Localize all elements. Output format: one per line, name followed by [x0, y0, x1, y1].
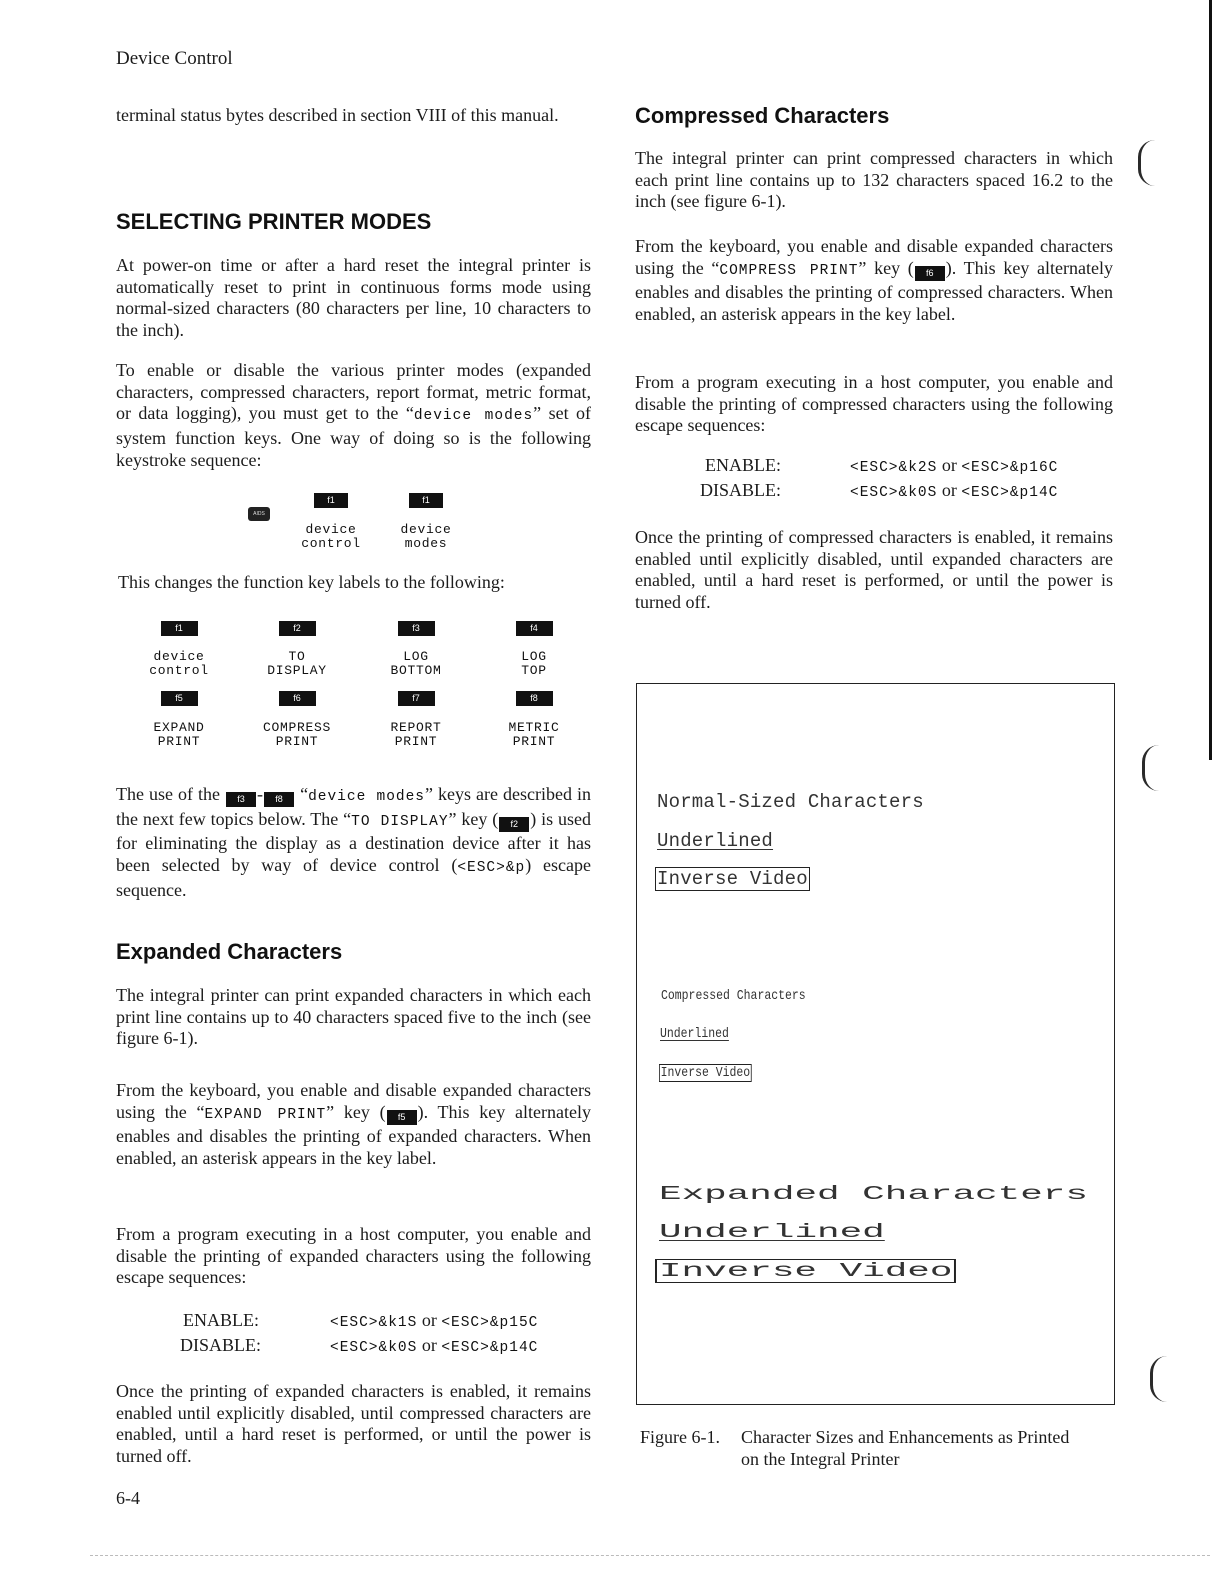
function-key-f5 [124, 691, 234, 749]
inline-key-f5: f5 [387, 1110, 417, 1125]
code-device-modes: device modes [413, 408, 534, 425]
escape-code: <ESC>&k0S [850, 485, 938, 501]
key-label-line: PRINT [157, 734, 201, 749]
paragraph-expanded-intro: The integral printer can print expanded characters in which each print line contains up to 40 characters spaced five to the inch (see figure 6-1). [116, 985, 591, 1049]
figure-normal-title: Normal-Sized Characters [657, 791, 924, 813]
key-label [361, 650, 471, 678]
expanded-enable-codes [330, 1309, 538, 1334]
escape-code: <ESC>&p16C [961, 460, 1059, 476]
key-label-line: PRINT [512, 734, 556, 749]
compressed-disable-codes [850, 479, 1058, 504]
function-key-cap: f8 [516, 691, 553, 706]
function-key-f2 [242, 621, 352, 678]
key-label [276, 523, 386, 551]
text-segment: - [257, 784, 264, 804]
expanded-disable-codes [330, 1334, 538, 1359]
paragraph-compressed-intro: The integral printer can print compressed characters in which each print line contains up to 132 characters spaced 16.2 to the inch (see figure 6-1). [635, 148, 1113, 212]
escape-code: <ESC>&p14C [441, 1340, 539, 1356]
text-segment: ” key ( [858, 257, 914, 278]
inline-key-f6: f6 [915, 266, 945, 281]
text-segment: “ [295, 784, 309, 804]
paragraph-power-on: At power-on time or after a hard reset the integral printer is automatically reset to print in continuous forms mode using normal-sized characters (80 characters per line, 10 characters to the inch). [116, 255, 591, 341]
key-label [242, 721, 352, 749]
function-key-cap: f6 [279, 691, 316, 706]
text-segment: From the keyboard, you enable and disable expanded characters using the “ [635, 236, 1113, 278]
key-label-line: device [305, 522, 357, 537]
sequence-key-device-control [276, 493, 386, 551]
function-key-f7 [361, 691, 471, 749]
text-segment: or [421, 1310, 437, 1330]
text-segment: ” set of system function keys. One way of doing so is the following keystroke sequence: [116, 403, 591, 470]
escape-code: <ESC>&k0S [330, 1340, 418, 1356]
figure-caption-number: Figure 6-1. [640, 1427, 720, 1447]
key-label-line: EXPAND [153, 720, 205, 735]
key-label-line: LOG [521, 649, 547, 664]
text-segment: ” key ( [326, 1101, 386, 1122]
figure-normal-inverse [655, 867, 810, 891]
scan-bottom-edge [90, 1555, 1210, 1556]
key-label-line: modes [404, 536, 448, 551]
function-key-cap: f1 [409, 493, 443, 508]
inline-key-f2: f2 [499, 817, 529, 832]
text-segment: ). This key alternately enables and disables the printing of expanded characters. When enabled, an asterisk appears in the key label. [116, 1101, 591, 1169]
paragraph-expanded-program: From a program executing in a host computer, you enable and disable the printing of expanded characters using the following escape sequences: [116, 1224, 591, 1288]
text-segment: or [941, 480, 957, 500]
code-esc-p: <ESC>&p [457, 860, 526, 877]
binder-hole-mark-bottom [1150, 1356, 1167, 1402]
heading-expanded-characters: Expanded Characters [116, 939, 343, 964]
key-label-line: device [153, 649, 205, 664]
page-number: 6-4 [116, 1488, 140, 1508]
escape-code: <ESC>&k1S [330, 1315, 418, 1331]
inverse-video-sample: Inverse Video [660, 1065, 751, 1081]
figure-normal-underlined: Underlined [657, 830, 774, 852]
aids-key: AIDS [248, 507, 270, 521]
figure-caption-line-1: Character Sizes and Enhancements as Printed [741, 1427, 1070, 1447]
key-label [124, 721, 234, 749]
function-key-f8 [479, 691, 589, 749]
key-label [124, 650, 234, 678]
figure-compressed-underlined: Underlined [660, 1026, 729, 1042]
text-segment: ) escape sequence. [116, 855, 591, 900]
function-key-cap: f7 [398, 691, 435, 706]
function-key-cap: f4 [516, 621, 553, 636]
sequence-key-device-modes [371, 493, 481, 551]
paragraph-expanded-once: Once the printing of expanded characters is enabled, it remains enabled until explicitly disabled, until compressed characters are enabled, until a hard reset is performed, or until the power is turned off. [116, 1381, 591, 1467]
key-label-line: COMPRESS [262, 720, 331, 735]
expanded-enable-label: ENABLE: [183, 1310, 259, 1330]
inline-key-f8: f8 [264, 792, 294, 807]
key-label-line: PRINT [275, 734, 319, 749]
compressed-enable-codes [850, 454, 1058, 479]
key-label [361, 721, 471, 749]
compressed-enable-label: ENABLE: [705, 455, 781, 475]
paragraph-continued: terminal status bytes described in section VIII of this manual. [116, 105, 559, 125]
figure-compressed-title: Compressed Characters [661, 988, 806, 1004]
function-key-f3 [361, 621, 471, 678]
figure-expanded-inverse [655, 1259, 956, 1283]
text-segment: ). This key alternately enables and disables the printing of compressed characters. When enabled, an asterisk appears in the key label. [635, 257, 1113, 325]
escape-code: <ESC>&k2S [850, 460, 938, 476]
paragraph-expanded-keyboard [116, 1080, 591, 1170]
figure-caption-line-2: on the Integral Printer [741, 1449, 900, 1469]
key-label [479, 650, 589, 678]
function-key-cap: f1 [161, 621, 198, 636]
escape-code: <ESC>&p14C [961, 485, 1059, 501]
text-segment: The use of the [116, 784, 226, 804]
key-label-line: REPORT [390, 720, 442, 735]
figure-compressed-inverse [659, 1064, 752, 1082]
key-label-line: PRINT [394, 734, 438, 749]
paragraph-compressed-program: From a program executing in a host computer, you enable and disable the printing of compressed characters using the following escape sequences: [635, 372, 1113, 436]
key-label [242, 650, 352, 678]
function-key-f6 [242, 691, 352, 749]
function-key-cap: f3 [398, 621, 435, 636]
expanded-disable-label: DISABLE: [180, 1335, 261, 1355]
binder-hole-mark-top [1138, 140, 1155, 186]
compressed-disable-label: DISABLE: [700, 480, 781, 500]
paragraph-changes: This changes the function key labels to the following: [118, 572, 505, 592]
code-to-display: TO DISPLAY [351, 813, 449, 830]
paragraph-use-of-keys [116, 784, 591, 902]
text-segment: ” keys are described in the next few topics below. The “ [116, 784, 591, 829]
function-key-cap: f2 [279, 621, 316, 636]
heading-compressed-characters: Compressed Characters [635, 103, 890, 128]
key-label-line: TOP [521, 663, 547, 678]
paragraph-compressed-once: Once the printing of compressed characters is enabled, it remains enabled until explicitly disabled, until expanded characters are enabled, until a hard reset is performed, or until the power is turned off. [635, 527, 1113, 613]
escape-code: <ESC>&p15C [441, 1315, 539, 1331]
code-expand-print: EXPAND PRINT [204, 1106, 327, 1123]
key-label-line: TO [288, 649, 306, 664]
inline-key-f3: f3 [226, 792, 256, 807]
key-label-line: LOG [403, 649, 429, 664]
page-edge-line [1209, 0, 1212, 760]
heading-selecting-printer-modes: SELECTING PRINTER MODES [116, 209, 432, 234]
key-label [371, 523, 481, 551]
text-segment: ” key ( [448, 808, 499, 829]
binder-hole-mark-middle [1142, 745, 1159, 791]
code-compress-print: COMPRESS PRINT [719, 262, 859, 279]
key-label-line: control [149, 663, 209, 678]
running-title: Device Control [116, 48, 233, 69]
text-segment: or [941, 455, 957, 475]
paragraph-compressed-keyboard [635, 236, 1113, 326]
paragraph-enable-modes [116, 360, 591, 472]
text-segment: From the keyboard, you enable and disable expanded characters using the “ [116, 1080, 591, 1122]
text-segment: ) is used for eliminating the display as a destination device after it has been selected by way of device control ( [116, 808, 591, 876]
function-key-cap: f1 [314, 493, 348, 508]
key-label-line: METRIC [508, 720, 560, 735]
function-key-f1 [124, 621, 234, 678]
key-label [479, 721, 589, 749]
inverse-video-sample: Inverse Video [655, 1259, 956, 1283]
key-label-line: DISPLAY [267, 663, 327, 678]
function-key-f4 [479, 621, 589, 678]
function-key-cap: f5 [161, 691, 198, 706]
text-segment: To enable or disable the various printer modes (expanded characters, compressed characters, report format, metric format, or data logging), you must get to the “ [116, 360, 591, 424]
key-label-line: BOTTOM [390, 663, 442, 678]
code-device-modes: device modes [308, 789, 425, 805]
inverse-video-sample: Inverse Video [657, 868, 808, 890]
key-label-line: device [400, 522, 452, 537]
key-label-line: control [301, 536, 361, 551]
figure-expanded-title: Expanded Characters [659, 1183, 1088, 1205]
text-segment: or [421, 1335, 437, 1355]
figure-expanded-underlined: Underlined [659, 1221, 885, 1243]
